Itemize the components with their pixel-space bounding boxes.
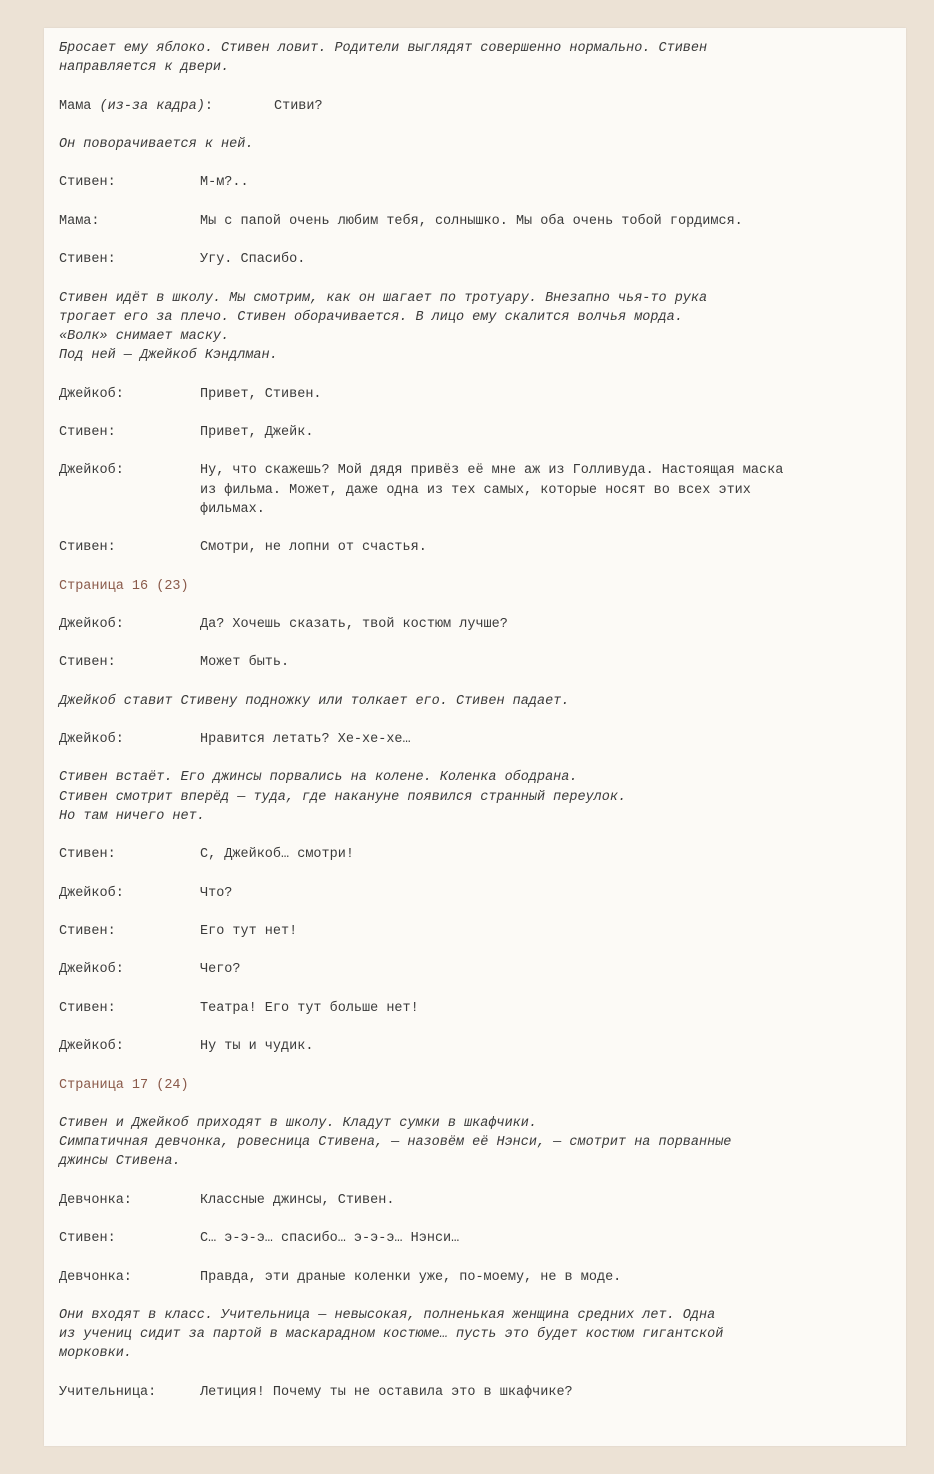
dialogue-block [59,922,899,941]
dialogue-block [59,960,899,979]
speaker-name: Девчонка: [59,1192,132,1208]
dialogue-line: С… э-э-э… спасибо… э-э-э… Нэнси… [200,1231,460,1247]
dialogue-block [59,97,899,116]
speaker-name: Стивен: [59,424,116,440]
dialogue-block [59,1383,899,1402]
speaker-name: Мама: [59,213,100,229]
dialogue-block [59,385,899,404]
speaker-name: Джейкоб: [59,1039,124,1055]
speaker-name: Стивен: [59,175,116,191]
script-page [44,28,906,1446]
dialogue-block [59,212,899,231]
speaker-name: Мама (из-за кадра): [59,98,213,114]
action-paragraph: Они входят в класс. Учительница — невысокая, полненькая женщина средних лет. Одна из учениц сидит за партой в маскарадном костюме… пусть это будет костюм гигантской морковки. [59,1307,724,1362]
dialogue-block [59,173,899,192]
speaker-name: Джейкоб: [59,962,124,978]
speaker-name: Стивен: [59,252,116,268]
dialogue-block [59,884,899,903]
speaker-name: Стивен: [59,1000,116,1016]
page-marker: Страница 17 (24) [59,1077,189,1093]
dialogue-block [59,538,899,557]
speaker-name: Девчонка: [59,1269,132,1285]
dialogue-block [59,730,899,749]
dialogue-line: Классные джинсы, Стивен. [200,1192,395,1208]
dialogue-line: Его тут нет! [200,924,298,940]
dialogue-line: С, Джейкоб… смотри! [200,847,354,863]
dialogue-block [59,615,899,634]
dialogue-line: Летиция! Почему ты не оставила это в шкафчике? [200,1384,573,1400]
dialogue-block [59,250,899,269]
speaker-name: Стивен: [59,924,116,940]
page-marker: Страница 16 (23) [59,578,189,594]
dialogue-block [59,1268,899,1287]
speaker-name: Стивен: [59,1231,116,1247]
dialogue-block [59,1229,899,1248]
speaker-label: Мама [59,98,92,114]
dialogue-block [59,653,899,672]
speaker-name: Джейкоб: [59,386,124,402]
dialogue-line: Да? Хочешь сказать, твой костюм лучше? [200,616,508,632]
dialogue-line: Стиви? [274,98,323,114]
dialogue-line: Ну, что скажешь? Мой дядя привёз её мне аж из Голливуда. Настоящая маска из фильма. Может, даже одна из тех самых, которые носят во всех этих фильмах. [200,463,784,517]
dialogue-line: Угу. Спасибо. [200,252,306,268]
dialogue-line: Нравится летать? Хе-хе-хе… [200,732,411,748]
script-content [59,39,899,1421]
action-paragraph: Стивен встаёт. Его джинсы порвались на колене. Коленка ободрана. Стивен смотрит вперёд — туда, где накануне появился странный переулок. Но там ничего нет. [59,770,627,824]
dialogue-block [59,999,899,1018]
action-paragraph: Он поворачивается к ней. [59,136,254,152]
speaker-name: Джейкоб: [59,616,124,632]
action-paragraph: Джейкоб ставит Стивену подножку или толкает его. Стивен падает. [59,693,570,709]
dialogue-line: Может быть. [200,655,290,671]
dialogue-line: Что? [200,885,233,901]
dialogue-line: Театра! Его тут больше нет! [200,1000,419,1016]
speaker-name: Джейкоб: [59,885,124,901]
dialogue-block [59,845,899,864]
dialogue-block [59,461,899,519]
dialogue-line: Привет, Стивен. [200,386,322,402]
dialogue-line: Чего? [200,962,241,978]
dialogue-line: Смотри, не лопни от счастья. [200,540,427,556]
dialogue-line: Правда, эти драные коленки уже, по-моему, не в моде. [200,1269,622,1285]
dialogue-block [59,1037,899,1056]
dialogue-block [59,423,899,442]
speaker-name: Джейкоб: [59,463,124,479]
action-paragraph: Стивен и Джейкоб приходят в школу. Кладут сумки в шкафчики. Симпатичная девчонка, ровесница Стивена, — назовём её Нэнси, — смотрит на порванные джинсы Стивена. [59,1116,732,1170]
speaker-name: Стивен: [59,540,116,556]
dialogue-block [59,1191,899,1210]
dialogue-line: Ну ты и чудик. [200,1039,314,1055]
dialogue-line: М-м?.. [200,175,249,191]
speaker-name: Стивен: [59,847,116,863]
dialogue-line: Мы с папой очень любим тебя, солнышко. Мы оба очень тобой гордимся. [200,213,743,229]
action-paragraph: Стивен идёт в школу. Мы смотрим, как он шагает по тротуару. Внезапно чья-то рука трогает его за плечо. Стивен оборачивается. В лицо ему скалится волчья морда. «Волк» снимает маску. Под ней — Джейкоб Кэндлман. [59,290,708,364]
speaker-parenthetical: (из-за кадра) [99,98,205,114]
speaker-name: Стивен: [59,655,116,671]
action-paragraph: Бросает ему яблоко. Стивен ловит. Родители выглядят совершенно нормально. Стивен направляется к двери. [59,41,708,76]
dialogue-line: Привет, Джейк. [200,424,314,440]
speaker-name: Учительница: [59,1384,157,1400]
speaker-name: Джейкоб: [59,732,124,748]
